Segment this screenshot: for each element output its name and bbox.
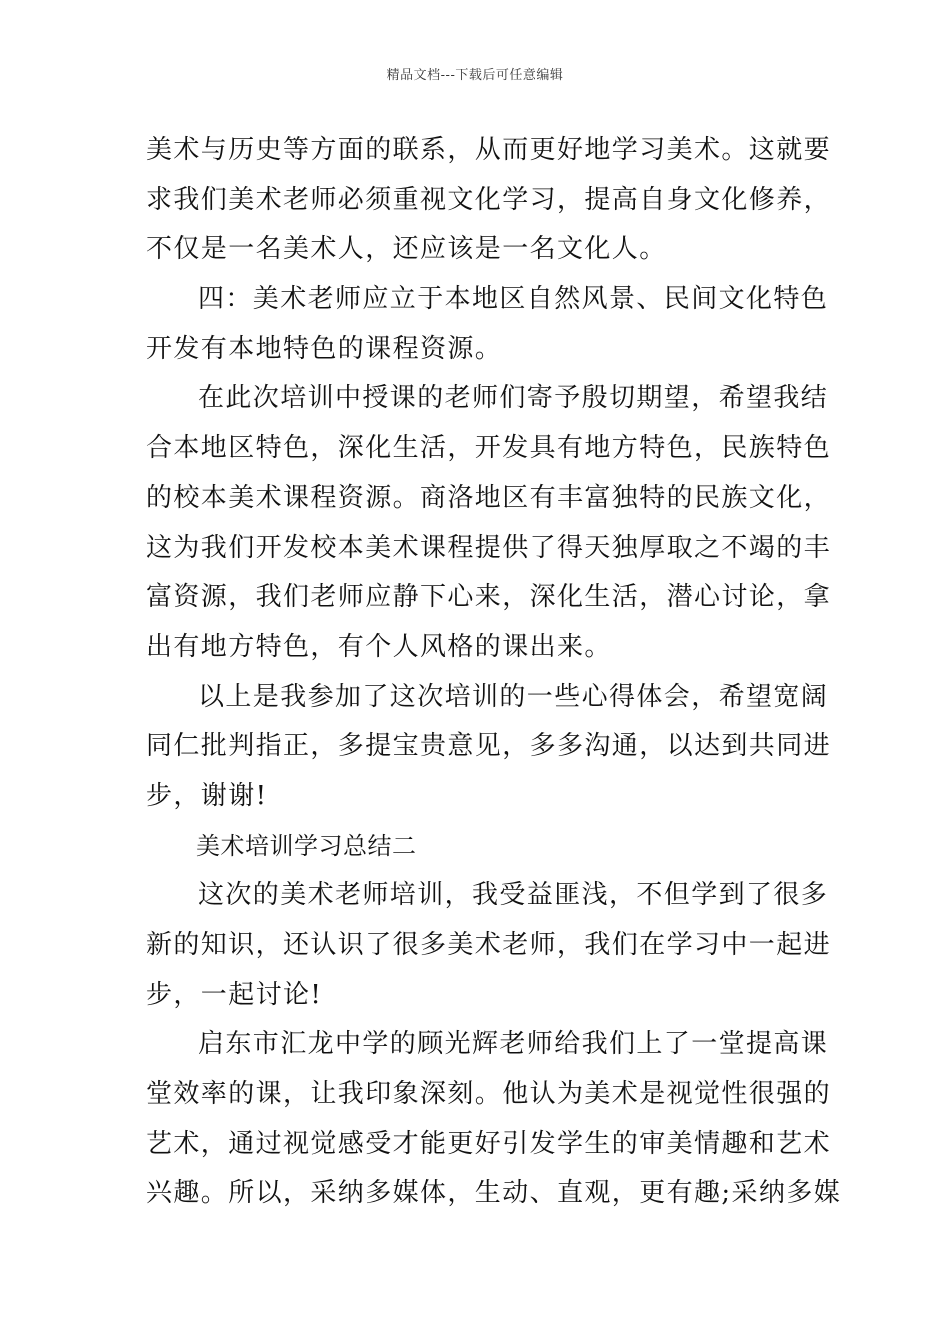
section-heading: 美术培训学习总结二 bbox=[196, 831, 417, 860]
text-line: 出有地方特色，有个人风格的课出来。 bbox=[146, 631, 612, 662]
text-line: 同仁批判指正，多提宝贵意见，多多沟通，以达到共同进 bbox=[146, 731, 832, 762]
text-line: 四：美术老师应立于本地区自然风景、民间文化特色 bbox=[198, 284, 829, 315]
text-line: 兴趣。所以，采纳多媒体，生动、直观，更有趣;采纳多媒 bbox=[146, 1178, 842, 1209]
text-line: 不仅是一名美术人，还应该是一名文化人。 bbox=[146, 234, 667, 265]
text-line: 富资源，我们老师应静下心来，深化生活，潜心讨论，拿 bbox=[146, 582, 832, 613]
text-line: 这为我们开发校本美术课程提供了得天独厚取之不竭的丰 bbox=[146, 532, 832, 563]
text-line: 新的知识，还认识了很多美术老师，我们在学习中一起进 bbox=[146, 930, 832, 960]
text-line: 的校本美术课程资源。商洛地区有丰富独特的民族文化， bbox=[146, 482, 832, 513]
text-line: 这次的美术老师培训，我受益匪浅，不但学到了很多 bbox=[198, 880, 829, 911]
text-line: 在此次培训中授课的老师们寄予殷切期望，希望我结 bbox=[198, 383, 829, 414]
text-line: 步，谢谢! bbox=[146, 780, 268, 811]
text-line: 以上是我参加了这次培训的一些心得体会，希望宽阔 bbox=[198, 681, 829, 712]
document-body bbox=[146, 126, 842, 1219]
text-line: 美术与历史等方面的联系，从而更好地学习美术。这就要 bbox=[146, 135, 832, 165]
text-line: 堂效率的课，让我印象深刻。他认为美术是视觉性很强的 bbox=[146, 1079, 832, 1110]
text-line: 求我们美术老师必须重视文化学习，提高自身文化修养， bbox=[146, 184, 832, 215]
text-line: 开发有本地特色的课程资源。 bbox=[146, 333, 503, 364]
text-line: 艺术，通过视觉感受才能更好引发学生的审美情趣和艺术 bbox=[146, 1128, 832, 1159]
text-line: 合本地区特色，深化生活，开发具有地方特色，民族特色 bbox=[146, 433, 832, 464]
text-line: 步，一起讨论! bbox=[146, 979, 323, 1010]
text-line: 启东市汇龙中学的顾光辉老师给我们上了一堂提高课 bbox=[198, 1029, 829, 1060]
page-header-note: 精品文档---下载后可任意编辑 bbox=[386, 68, 564, 83]
